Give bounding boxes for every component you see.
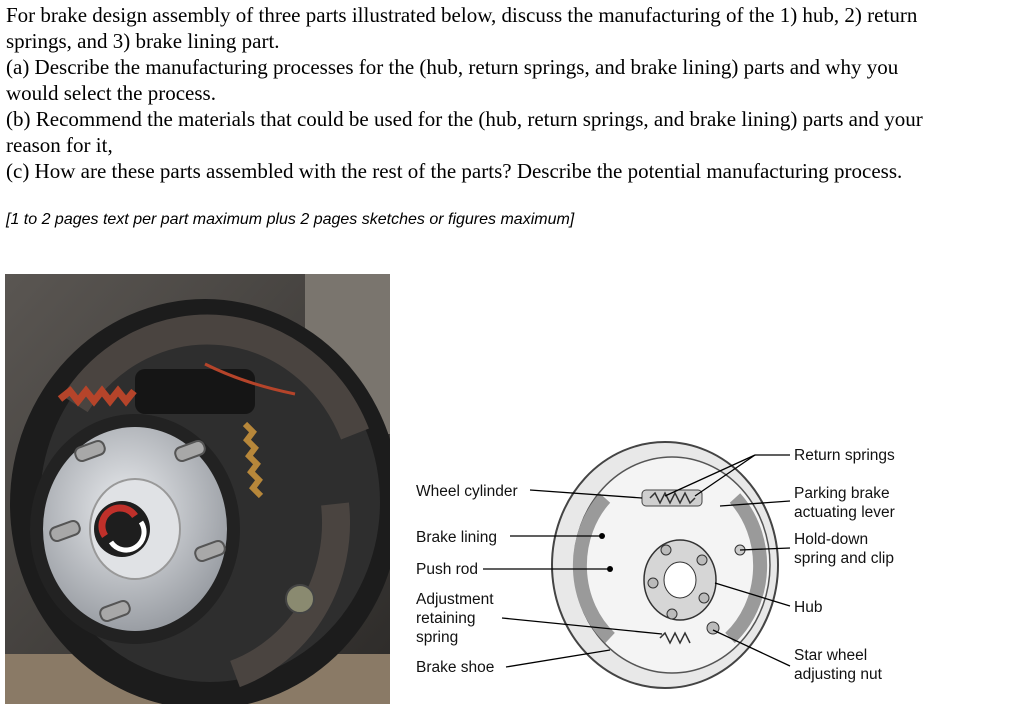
question-c-line: (c) How are these parts assembled with the rest of the parts? Describe the potential manufacturing process. <box>6 159 903 183</box>
brake-assembly-photo <box>5 274 390 704</box>
label-brake-lining: Brake lining <box>416 529 497 546</box>
question-line-1: For brake design assembly of three parts illustrated below, discuss the manufacturing of the 1) hub, 2) return <box>6 3 918 27</box>
drum-brake-diagram <box>410 438 920 698</box>
label-brake-shoe: Brake shoe <box>416 659 495 676</box>
label-star-wheel-1: Star wheel <box>794 647 868 664</box>
question-b-line-1: (b) Recommend the materials that could be used for the (hub, return springs, and brake lining) parts and your <box>6 107 923 131</box>
label-adjustment-2: retaining <box>416 610 476 627</box>
question-b-line-2: reason for it, <box>6 133 113 157</box>
label-parking-brake-2: actuating lever <box>794 504 895 521</box>
label-return-springs: Return springs <box>794 447 895 464</box>
label-adjustment-3: spring <box>416 629 459 646</box>
question-a-line-1: (a) Describe the manufacturing processes for the (hub, return springs, and brake lining) parts and why you <box>6 55 899 79</box>
label-hold-down-2: spring and clip <box>794 550 894 567</box>
label-star-wheel-2: adjusting nut <box>794 666 882 683</box>
label-push-rod: Push rod <box>416 561 479 578</box>
label-adjustment-1: Adjustment <box>416 591 494 608</box>
label-hub: Hub <box>794 599 823 616</box>
page-limit-note: [1 to 2 pages text per part maximum plus 2 pages sketches or figures maximum] <box>6 211 575 228</box>
label-hold-down-1: Hold-down <box>794 531 869 548</box>
question-line-2: springs, and 3) brake lining part. <box>6 29 280 53</box>
label-parking-brake-1: Parking brake <box>794 485 890 502</box>
label-wheel-cylinder: Wheel cylinder <box>416 483 518 500</box>
question-a-line-2: would select the process. <box>6 81 216 105</box>
